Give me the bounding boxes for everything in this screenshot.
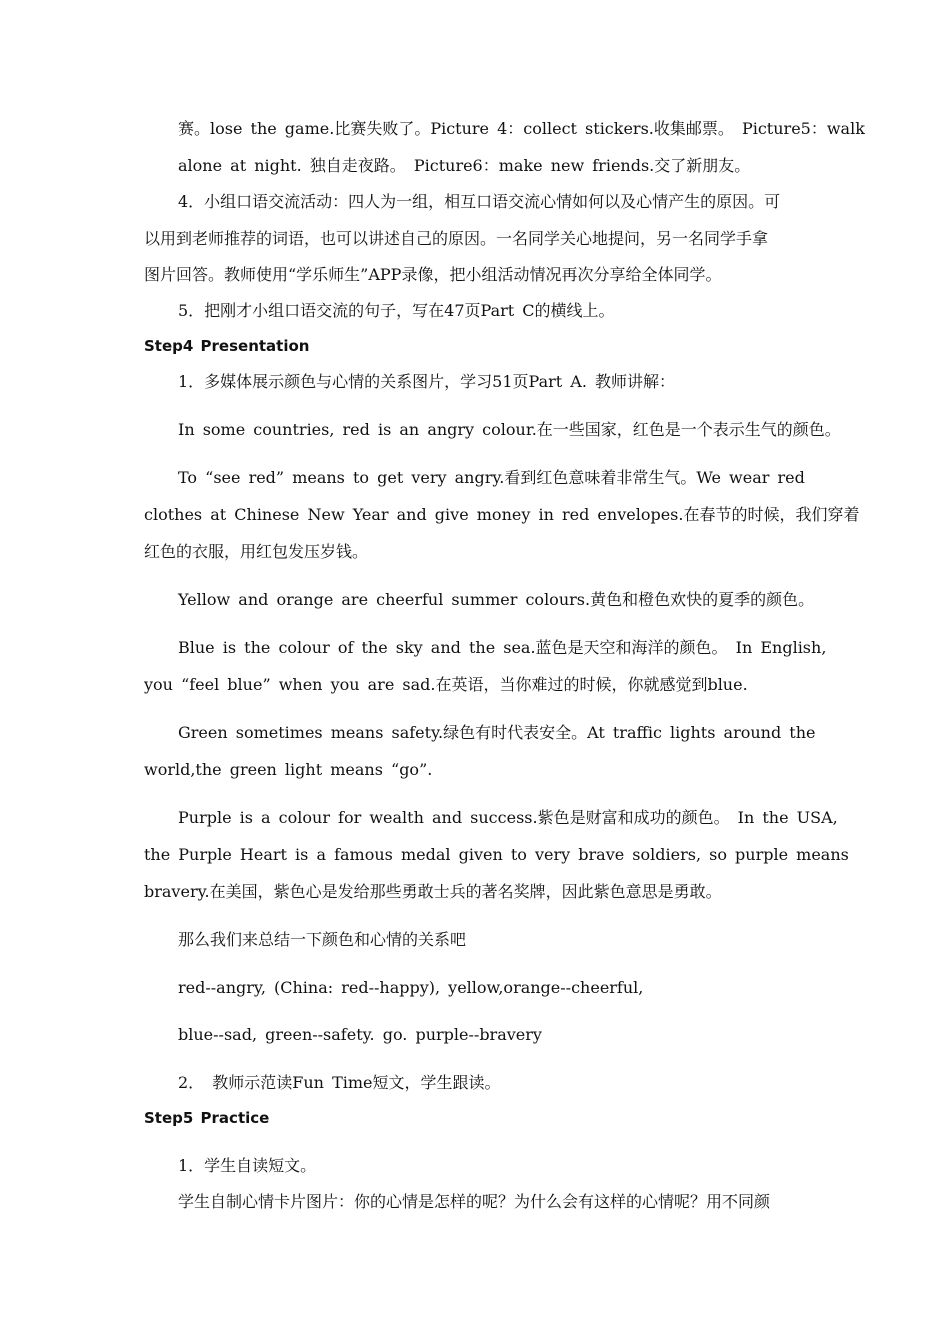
- text-line: Green sometimes means safety.绿色有时代表安全。At traffic lights around the: [178, 723, 816, 742]
- text-line: 赛。lose the game.比赛失败了。Picture 4：collect stickers.收集邮票。 Picture5：walk: [178, 119, 865, 138]
- text-line: 学生自制心情卡片图片：你的心情是怎样的呢？为什么会有这样的心情呢？用不同颜: [178, 1192, 771, 1211]
- text-line: Blue is the colour of the sky and the sea.蓝色是天空和海洋的颜色。 In English,: [178, 638, 827, 657]
- text-line: 1．多媒体展示颜色与心情的关系图片，学习51页Part A. 教师讲解：: [178, 372, 676, 391]
- text-line: Purple is a colour for wealth and success.紫色是财富和成功的颜色。 In the USA,: [178, 808, 838, 827]
- section-heading: Step5 Practice: [144, 1109, 270, 1127]
- text-line: 以用到老师推荐的词语，也可以讲述自己的原因。一名同学关心地提问，另一名同学手拿: [144, 229, 769, 248]
- text-line: bravery.在美国，紫色心是发给那些勇敢士兵的著名奖牌，因此紫色意思是勇敢。: [144, 882, 722, 901]
- text-line: 红色的衣服，用红包发压岁钱。: [144, 542, 369, 561]
- text-line: alone at night. 独自走夜路。 Picture6：make new friends.交了新朋友。: [178, 156, 751, 175]
- text-line: 2． 教师示范读Fun Time短文，学生跟读。: [178, 1073, 501, 1092]
- text-line: clothes at Chinese New Year and give money in red envelopes.在春节的时候，我们穿着: [144, 505, 860, 524]
- text-line: 图片回答。教师使用“学乐师生”APP录像，把小组活动情况再次分享给全体同学。: [144, 265, 722, 284]
- section-heading: Step4 Presentation: [144, 337, 310, 355]
- text-line: blue--sad, green--safety. go. purple--bravery: [178, 1025, 542, 1044]
- text-line: world,the green light means “go”.: [144, 760, 433, 779]
- text-line: you “feel blue” when you are sad.在英语，当你难过的时候，你就感觉到blue.: [144, 675, 748, 694]
- text-line: 4．小组口语交流活动：四人为一组，相互口语交流心情如何以及心情产生的原因。可: [178, 192, 781, 211]
- text-line: red--angry, (China: red--happy), yellow,orange--cheerful,: [178, 978, 644, 997]
- text-line: Yellow and orange are cheerful summer colours.黄色和橙色欢快的夏季的颜色。: [178, 590, 815, 609]
- text-line: In some countries, red is an angry colour.在一些国家，红色是一个表示生气的颜色。: [178, 420, 841, 439]
- text-line: 1．学生自读短文。: [178, 1156, 317, 1175]
- text-line: the Purple Heart is a famous medal given to very brave soldiers, so purple means: [144, 845, 849, 864]
- text-line: To “see red” means to get very angry.看到红色意味着非常生气。We wear red: [178, 468, 805, 487]
- text-line: 5．把刚才小组口语交流的句子，写在47页Part C的横线上。: [178, 301, 615, 320]
- text-line: 那么我们来总结一下颜色和心情的关系吧: [178, 930, 467, 949]
